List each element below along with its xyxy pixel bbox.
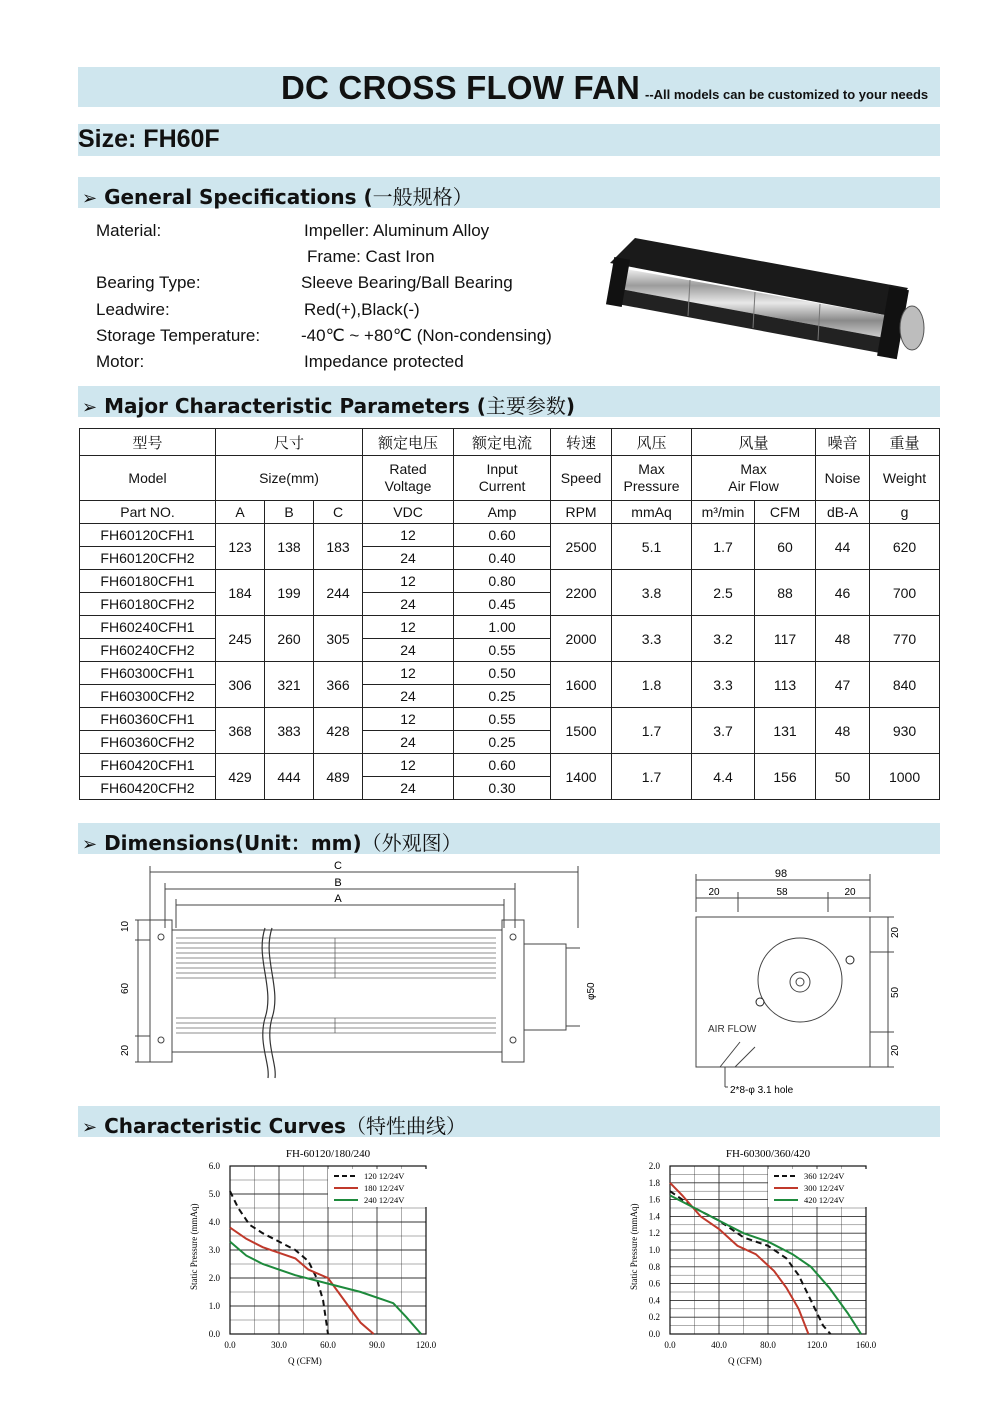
x-tick-label: 60.0 [320,1340,336,1350]
header-cell-zh: 风压 [612,429,692,456]
section-general-zh: 一般规格） [372,185,473,209]
legend-label: 240 12/24V [364,1195,405,1205]
section-general [78,177,940,208]
section-dimensions [78,823,940,854]
parameters-table [79,428,940,800]
section-major [78,386,940,417]
section-general-en: General Specifications ( [104,185,373,209]
table-cell: 428 [314,708,363,754]
table-row [80,501,940,524]
unit-cell: mmAq [612,501,692,524]
table-cell: 1.00 [454,616,551,639]
table-cell: 123 [216,524,265,570]
spec-value: Red(+),Black(-) [304,299,420,319]
unit-cell: VDC [363,501,454,524]
unit-cell: A [216,501,265,524]
unit-cell: C [314,501,363,524]
table-cell: 1.7 [612,754,692,800]
part-number-cell: FH60300CFH1 [80,662,216,685]
table-cell: 368 [216,708,265,754]
curve-chart-1 [185,1142,455,1374]
spec-value: Impedance protected [304,352,464,371]
spec-value: -40℃ ~ +80℃ (Non-condensing) [301,325,552,345]
x-tick-label: 40.0 [711,1340,727,1350]
y-tick-label: 6.0 [208,1161,220,1171]
spec-value: Frame: Cast Iron [307,247,435,267]
section-curves [78,1106,940,1137]
y-tick-label: 1.4 [648,1211,660,1222]
table-cell: 0.55 [454,639,551,662]
header-cell-zh: 型号 [80,429,216,456]
dim-h3-label: 20 [120,1044,131,1056]
y-axis-label: Static Pressure (mmAq) [629,1203,639,1290]
table-cell: 12 [363,662,454,685]
arrow-icon: ➢ [82,1117,98,1138]
unit-cell: Amp [454,501,551,524]
section-major-end: ) [565,394,576,418]
y-tick-label: 1.0 [208,1301,220,1311]
x-axis-label: Q (CFM) [288,1356,322,1366]
legend-label: 420 12/24V [804,1195,845,1205]
legend-label: 300 12/24V [804,1183,845,1193]
table-cell: 2500 [551,524,612,570]
y-tick-label: 1.8 [648,1177,660,1188]
table-cell: 0.30 [454,777,551,800]
table-row [80,662,940,685]
header-cell-en: Model [80,456,216,501]
y-tick-label: 2.0 [208,1273,220,1283]
header-cell-zh: 重量 [870,429,940,456]
y-axis-label: Static Pressure (mmAq) [189,1203,199,1290]
unit-cell: m³/min [692,501,755,524]
x-axis-label: Q (CFM) [728,1356,762,1366]
table-cell: 138 [265,524,314,570]
x-tick-label: 30.0 [271,1340,287,1350]
legend-label: 120 12/24V [364,1171,405,1181]
header-cell-en: Max Pressure [612,456,692,501]
end-dim-h1-label: 20 [890,926,901,938]
table-cell: 321 [265,662,314,708]
table-cell: 46 [816,570,870,616]
dim-b-label: B [334,877,342,889]
table-cell: 47 [816,662,870,708]
header-cell-zh: 尺寸 [216,429,363,456]
y-tick-label: 0.4 [648,1295,660,1306]
table-cell: 2.5 [692,570,755,616]
table-cell: 12 [363,524,454,547]
y-tick-label: 0.8 [648,1261,660,1272]
x-tick-label: 80.0 [760,1340,776,1350]
page-title: DC CROSS FLOW FAN [281,69,641,106]
spec-label: Motor: [96,352,145,371]
table-cell: 2200 [551,570,612,616]
header-cell-zh: 额定电压 [363,429,454,456]
chart-title: FH-60120/180/240 [285,1148,371,1160]
table-cell: 5.1 [612,524,692,570]
part-number-cell: FH60420CFH1 [80,754,216,777]
end-dim-h3-label: 20 [890,1044,901,1056]
header-cell-en: Size(mm) [216,456,363,501]
y-tick-label: 2.0 [648,1161,660,1171]
header-cell-en: Max Air Flow [692,456,816,501]
section-curves-zh: （特性曲线） [345,1114,466,1138]
table-cell: 306 [216,662,265,708]
header-cell-zh: 额定电流 [454,429,551,456]
y-tick-label: 0.0 [648,1329,660,1339]
legend-label: 180 12/24V [364,1183,405,1193]
table-cell: 700 [870,570,940,616]
section-curves-en: Characteristic Curves [104,1114,346,1138]
series-line-1 [230,1228,374,1334]
table-cell: 44 [816,524,870,570]
arrow-icon: ➢ [82,188,98,209]
spec-value: Sleeve Bearing/Ball Bearing [301,273,513,293]
fan-product-image [600,228,935,363]
table-cell: 429 [216,754,265,800]
header-cell-en: Noise [816,456,870,501]
table-cell: 199 [265,570,314,616]
part-number-cell: FH60120CFH1 [80,524,216,547]
header-cell-zh: 风量 [692,429,816,456]
table-cell: 12 [363,616,454,639]
arrow-icon: ➢ [82,397,98,418]
part-number-cell: FH60180CFH2 [80,593,216,616]
table-cell: 88 [755,570,816,616]
table-row [80,754,940,777]
x-tick-label: 120.0 [806,1340,828,1350]
unit-cell: g [870,501,940,524]
table-cell: 0.25 [454,685,551,708]
section-dimensions-zh: （外观图） [361,831,462,855]
unit-cell: RPM [551,501,612,524]
part-number-cell: FH60180CFH1 [80,570,216,593]
table-cell: 366 [314,662,363,708]
table-cell: 24 [363,731,454,754]
table-cell: 3.8 [612,570,692,616]
x-tick-label: 120.0 [415,1340,437,1350]
table-cell: 184 [216,570,265,616]
table-cell: 1500 [551,708,612,754]
part-number-cell: FH60300CFH2 [80,685,216,708]
table-cell: 770 [870,616,940,662]
unit-cell: Part NO. [80,501,216,524]
header-cell-en: Input Current [454,456,551,501]
table-cell: 3.3 [612,616,692,662]
table-cell: 2000 [551,616,612,662]
table-cell: 0.25 [454,731,551,754]
table-cell: 1000 [870,754,940,800]
spec-label: Storage Temperature: [96,325,261,345]
table-cell: 24 [363,547,454,570]
table-cell: 1400 [551,754,612,800]
table-cell: 444 [265,754,314,800]
unit-cell: CFM [755,501,816,524]
table-cell: 840 [870,662,940,708]
dim-h1-label: 10 [120,920,131,932]
table-cell: 12 [363,754,454,777]
end-view-drawing [680,862,920,1102]
legend-label: 360 12/24V [804,1171,845,1181]
table-row [80,456,940,501]
table-cell: 0.60 [454,524,551,547]
header-cell-en: Weight [870,456,940,501]
side-view-drawing [110,858,597,1088]
header-cell-zh: 转速 [551,429,612,456]
table-cell: 156 [755,754,816,800]
curve-chart-2 [625,1142,895,1374]
chart-title: FH-60300/360/420 [725,1148,811,1160]
table-cell: 113 [755,662,816,708]
table-cell: 0.80 [454,570,551,593]
airflow-label: AIR FLOW [708,1024,757,1035]
section-general-heading [82,181,473,210]
table-row [80,429,940,456]
dim-c-label: C [334,860,342,872]
unit-cell: dB-A [816,501,870,524]
table-cell: 3.2 [692,616,755,662]
title-band [78,67,940,107]
y-tick-label: 1.6 [648,1194,660,1205]
spec-label: Material: [96,221,162,240]
table-row [80,524,940,547]
table-cell: 1600 [551,662,612,708]
table-cell: 260 [265,616,314,662]
y-tick-label: 3.0 [208,1245,220,1255]
table-cell: 12 [363,570,454,593]
header-cell-en: Speed [551,456,612,501]
spec-value: Impeller: Aluminum Alloy [304,221,490,240]
table-cell: 50 [816,754,870,800]
y-tick-label: 1.2 [648,1228,660,1239]
table-cell: 60 [755,524,816,570]
table-cell: 24 [363,777,454,800]
table-cell: 24 [363,639,454,662]
x-tick-label: 0.0 [224,1340,236,1350]
table-row [80,708,940,731]
part-number-cell: FH60420CFH2 [80,777,216,800]
y-tick-label: 5.0 [208,1189,220,1199]
table-cell: 0.40 [454,547,551,570]
table-cell: 48 [816,616,870,662]
table-cell: 3.3 [692,662,755,708]
table-cell: 383 [265,708,314,754]
table-cell: 3.7 [692,708,755,754]
header-cell-en: Rated Voltage [363,456,454,501]
table-cell: 117 [755,616,816,662]
section-major-heading [82,390,575,419]
x-tick-label: 90.0 [369,1340,385,1350]
end-dim-h2-label: 50 [890,986,901,998]
table-cell: 1.7 [692,524,755,570]
x-tick-label: 0.0 [664,1340,676,1350]
size-band [78,124,940,156]
y-tick-label: 4.0 [208,1217,220,1227]
table-cell: 1.8 [612,662,692,708]
end-dim-w3-label: 20 [844,887,856,898]
section-major-en: Major Characteristic Parameters ( [104,394,486,418]
dim-a-label: A [334,893,342,905]
table-cell: 183 [314,524,363,570]
table-row [80,616,940,639]
table-cell: 24 [363,685,454,708]
y-tick-label: 0.0 [208,1329,220,1339]
section-major-zh: 主要参数 [485,394,566,418]
header-cell-zh: 噪音 [816,429,870,456]
y-tick-label: 0.6 [648,1278,660,1289]
table-cell: 1.7 [612,708,692,754]
y-tick-label: 0.2 [648,1312,660,1323]
part-number-cell: FH60120CFH2 [80,547,216,570]
dim-h2-label: 60 [120,982,131,994]
section-dimensions-en: Dimensions(Unit：mm) [104,831,362,855]
section-curves-heading [82,1110,466,1139]
part-number-cell: FH60240CFH2 [80,639,216,662]
table-cell: 489 [314,754,363,800]
table-cell: 0.55 [454,708,551,731]
end-dim-w2-label: 58 [776,887,788,898]
x-tick-label: 160.0 [855,1340,877,1350]
section-dimensions-heading [82,827,462,856]
table-row [80,570,940,593]
end-dim-w1-label: 20 [708,887,720,898]
spec-label: Leadwire: [96,299,170,319]
table-cell: 0.45 [454,593,551,616]
y-tick-label: 1.0 [648,1245,660,1255]
unit-cell: B [265,501,314,524]
table-cell: 48 [816,708,870,754]
table-cell: 305 [314,616,363,662]
dim-dia-label: φ50 [586,982,597,1000]
part-number-cell: FH60360CFH2 [80,731,216,754]
spec-label: Bearing Type: [96,273,201,293]
part-number-cell: FH60240CFH1 [80,616,216,639]
table-cell: 12 [363,708,454,731]
table-cell: 0.60 [454,754,551,777]
hole-label: 2*8-φ 3.1 hole [730,1085,794,1096]
table-cell: 620 [870,524,940,570]
table-cell: 930 [870,708,940,754]
page-subtitle: --All models can be customized to your needs [645,87,929,102]
table-cell: 0.50 [454,662,551,685]
table-cell: 245 [216,616,265,662]
table-cell: 131 [755,708,816,754]
part-number-cell: FH60360CFH1 [80,708,216,731]
size-label: Size: FH60F [78,125,220,153]
end-dim-width-label: 98 [774,868,788,880]
table-cell: 24 [363,593,454,616]
arrow-icon: ➢ [82,834,98,855]
table-cell: 4.4 [692,754,755,800]
table-cell: 244 [314,570,363,616]
